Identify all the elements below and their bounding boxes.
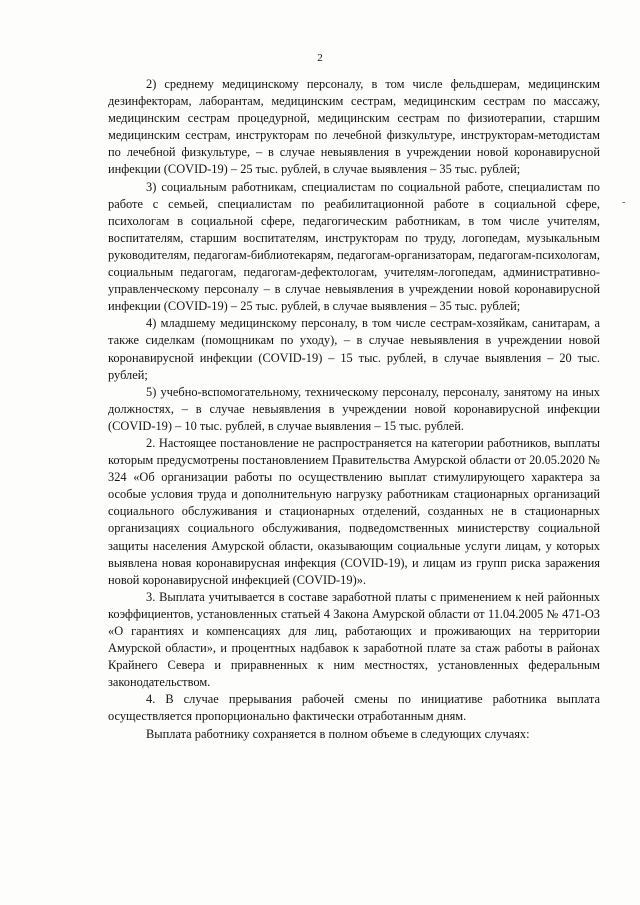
paragraph-item-2-medical: 2) среднему медицинскому персоналу, в том числе фельдшерам, медицинским дезинфекторам, лаборантам, медицинским сестрам, медицинским сестрам по массажу, медицинским сестрам процедурной, медицинским сестрам по физиотерапии, старшим медицинским сестрам, инструкторам по лечебной физкультуре, инструкторам-методистам по лечебной физкультуре, – в случае невыявления в учреждении новой коронавирусной инфекции (COVID-19) – 25 тыс. рублей, в случае выявления – 35 тыс. рублей; (108, 77, 600, 177)
page-number: 2 (317, 52, 323, 64)
paragraph-continuation: Выплата работнику сохраняется в полном объеме в следующих случаях: (146, 726, 530, 741)
paragraph-clause-4: 4. В случае прерывания рабочей смены по инициативе работника выплата осуществляется пропорционально фактически отработанным дням. (108, 692, 600, 724)
paragraph-item-5-support-staff: 5) учебно-вспомогательному, техническому персоналу, персоналу, занятому на иных должностях, – в случае невыявления в учреждении новой коронавирусной инфекции (COVID-19) – 10 тыс. рублей, в случае выявления – 15 тыс. рублей. (108, 384, 600, 433)
document-body (108, 76, 600, 743)
paragraph-clause-3: 3. Выплата учитывается в составе заработной платы с применением к ней районных коэффициентов, установленных статьей 4 Закона Амурской области от 11.04.2005 № 471-ОЗ «О гарантиях и компенсациях для лиц, работающих и проживающих на территории Амурской области», и процентных надбавок к заработной плате за стаж работы в районах Крайнего Севера и приравненных к ним местностях, установленных федеральным законодательством. (108, 589, 600, 690)
margin-mark: - (622, 197, 626, 208)
paragraph-clause-2: 2. Настоящее постановление не распространяется на категории работников, выплаты которым предусмотрены постановлением Правительства Амурской области от 20.05.2020 № 324 «Об организации работы по осуществлению выплат стимулирующего характера за особые условия труда и дополнительную нагрузку работникам стационарных организаций социального обслуживания и стационарных отделений, созданных не в стационарных организациях социального обслуживания, подведомственных министерству социальной защиты населения Амурской области, оказывающим социальные услуги лицам, у которых выявлена новая коронавирусная инфекция (COVID-19), и лицам из групп риска заражения новой коронавирусной инфекцией (COVID-19)». (108, 435, 600, 587)
paragraph-item-4-junior-medical: 4) младшему медицинскому персоналу, в том числе сестрам-хозяйкам, санитарам, а также сиделкам (помощникам по уходу), – в случае невыявления в учреждении новой коронавирусной инфекции (COVID-19) – 15 тыс. рублей, в случае выявления – 20 тыс. рублей; (108, 316, 600, 382)
paragraph-item-3-social: 3) социальным работникам, специалистам по социальной работе, специалистам по работе с семьей, специалистам по реабилитационной работе в социальной сфере, психологам в социальной сфере, педагогическим работникам, в том числе учителям, воспитателям, старшим воспитателям, инструкторам по труду, логопедам, музыкальным руководителям, педагогам-библиотекарям, педагогам-организаторам, педагогам-психологам, социальным педагогам, педагогам-дефектологам, учителям-логопедам, административно-управленческому персоналу – в случае невыявления в учреждении новой коронавирусной инфекции (COVID-19) – 25 тыс. рублей, в случае выявления – 35 тыс. рублей; (108, 179, 600, 314)
